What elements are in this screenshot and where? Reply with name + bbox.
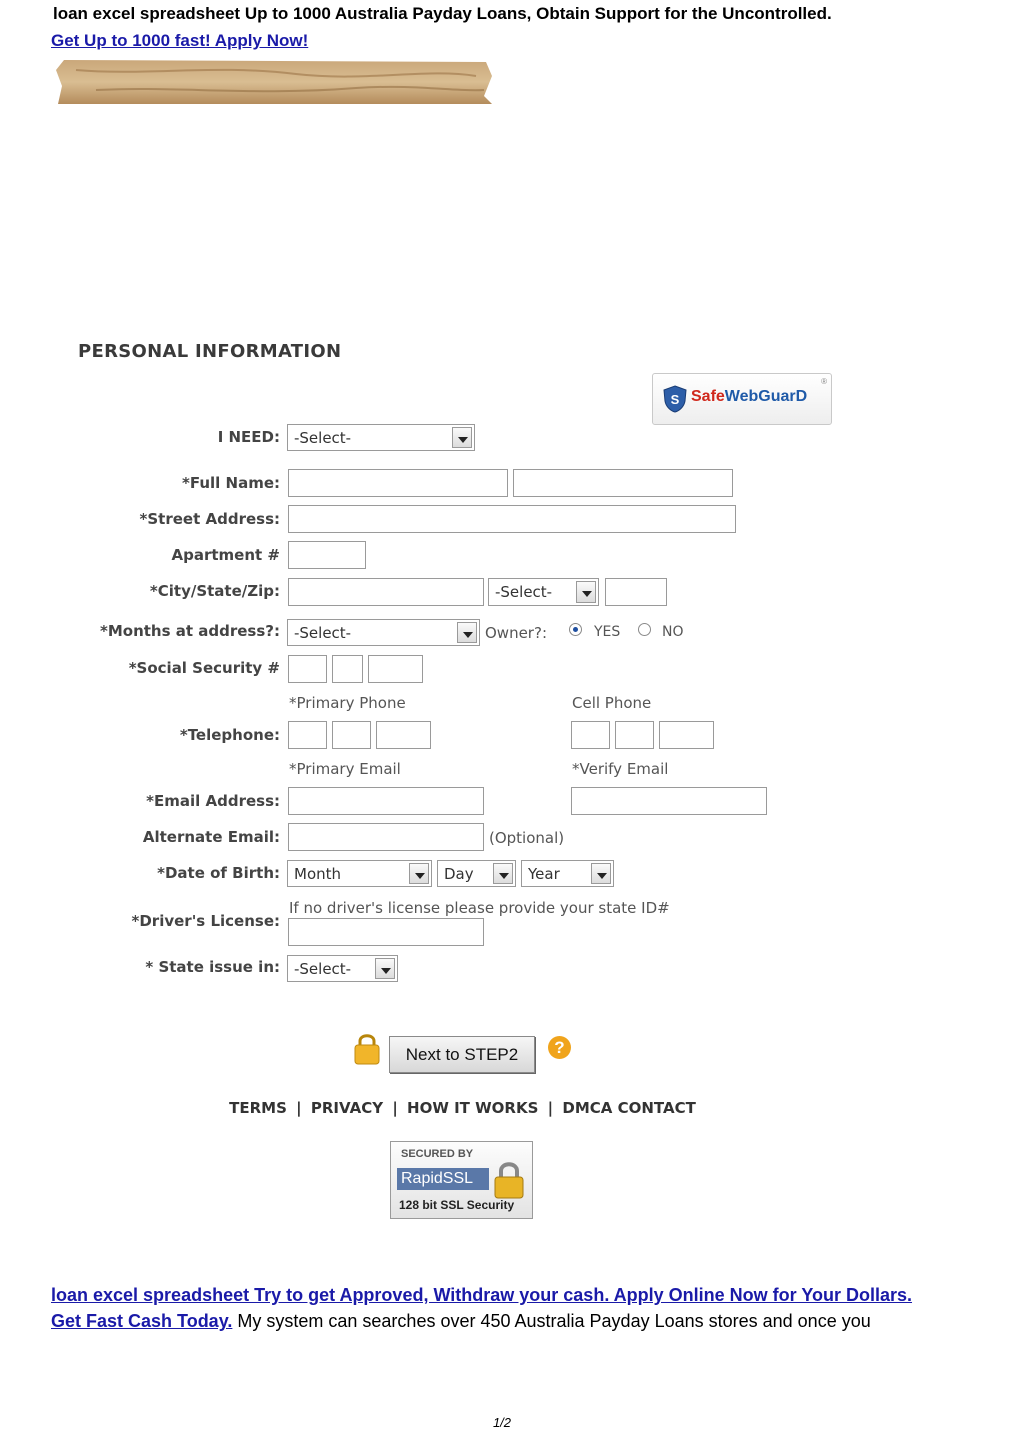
privacy-link[interactable]: PRIVACY <box>310 1099 384 1117</box>
ssn-part1-input[interactable] <box>288 655 327 683</box>
shield-icon <box>663 385 687 413</box>
ssn-label: *Social Security # <box>128 659 280 677</box>
separator: | <box>547 1099 554 1117</box>
street-address-label: *Street Address: <box>139 510 280 528</box>
bottom-text: My system can searches over 450 Australia Payday Loans stores and once you <box>237 1311 871 1331</box>
owner-no-radio[interactable] <box>638 623 651 636</box>
owner-yes-radio[interactable] <box>569 623 582 636</box>
cell-area-input[interactable] <box>571 721 610 749</box>
verify-email-hint: *Verify Email <box>572 760 669 778</box>
drivers-license-input[interactable] <box>288 918 484 946</box>
page-heading: loan excel spreadsheet Up to 1000 Australia Payday Loans, Obtain Support for the Uncontrolled. <box>53 4 832 23</box>
section-title: PERSONAL INFORMATION <box>78 341 342 362</box>
owner-no-label: NO <box>662 624 684 640</box>
badge-name: SafeWebGuarD <box>691 388 808 405</box>
email-input[interactable] <box>288 787 484 815</box>
dob-year-select[interactable]: Year <box>521 860 614 887</box>
verify-email-input[interactable] <box>571 787 767 815</box>
help-icon[interactable]: ? <box>548 1036 571 1059</box>
drivers-license-label: *Driver's License: <box>131 912 280 930</box>
terms-link[interactable]: TERMS <box>229 1099 287 1117</box>
ssn-part2-input[interactable] <box>332 655 363 683</box>
ssn-part3-input[interactable] <box>368 655 423 683</box>
badge-registered-mark: ® <box>821 377 827 386</box>
primary-email-hint: *Primary Email <box>289 760 401 778</box>
alternate-email-input[interactable] <box>288 823 484 851</box>
ssl-secured-by: SECURED BY <box>401 1148 474 1160</box>
svg-text:S: S <box>670 392 680 407</box>
owner-label: Owner?: <box>485 624 547 642</box>
parchment-banner-image <box>56 56 494 104</box>
chevron-down-icon <box>591 863 611 884</box>
fast-cash-link[interactable]: Get Fast Cash Today. <box>51 1311 233 1331</box>
next-step-button[interactable]: Next to STEP2 <box>389 1036 535 1073</box>
cell-phone-hint: Cell Phone <box>572 694 652 712</box>
phone-line-input[interactable] <box>376 721 431 749</box>
optional-hint: (Optional) <box>489 829 565 847</box>
chevron-down-icon <box>493 863 513 884</box>
primary-phone-hint: *Primary Phone <box>289 694 406 712</box>
ssl-brand: RapidSSL <box>397 1168 489 1190</box>
apartment-label: Apartment # <box>171 546 280 564</box>
state-select[interactable]: -Select- <box>488 578 599 606</box>
rapidssl-badge[interactable] <box>390 1141 533 1219</box>
safewebguard-badge[interactable] <box>652 373 832 425</box>
city-input[interactable] <box>288 578 484 606</box>
ssl-security-text: 128 bit SSL Security <box>399 1198 515 1212</box>
state-issue-label: * State issue in: <box>145 958 280 976</box>
months-select[interactable]: -Select- <box>287 619 480 646</box>
city-state-zip-label: *City/State/Zip: <box>149 582 280 600</box>
chevron-down-icon <box>409 863 429 884</box>
dob-day-select[interactable]: Day <box>437 860 516 887</box>
footer-links <box>0 1099 925 1117</box>
cell-line-input[interactable] <box>659 721 714 749</box>
zip-input[interactable] <box>605 578 667 606</box>
need-select[interactable]: -Select- <box>287 424 475 451</box>
lock-icon <box>352 1032 382 1066</box>
padlock-icon <box>492 1160 526 1200</box>
separator: | <box>392 1099 398 1117</box>
bottom-paragraph <box>51 1311 871 1332</box>
first-name-input[interactable] <box>288 469 508 497</box>
street-address-input[interactable] <box>288 505 736 533</box>
approved-link[interactable]: loan excel spreadsheet Try to get Approved, Withdraw your cash. Apply Online Now for Your Dollars. <box>51 1285 913 1305</box>
owner-yes-label: YES <box>594 624 621 640</box>
apartment-input[interactable] <box>288 541 366 569</box>
need-label: I NEED: <box>217 428 280 446</box>
dob-label: *Date of Birth: <box>157 864 280 882</box>
months-at-address-label: *Months at address?: <box>100 622 280 640</box>
full-name-label: *Full Name: <box>181 474 280 492</box>
chevron-down-icon <box>576 581 596 603</box>
alternate-email-label: Alternate Email: <box>142 828 280 846</box>
apply-now-link[interactable]: Get Up to 1000 fast! Apply Now! <box>51 31 309 50</box>
license-hint: If no driver's license please provide your state ID# <box>289 899 670 917</box>
chevron-down-icon <box>457 622 477 643</box>
last-name-input[interactable] <box>513 469 733 497</box>
page-number: 1/2 <box>492 1415 512 1430</box>
email-label: *Email Address: <box>146 792 280 810</box>
chevron-down-icon <box>375 958 395 979</box>
dmca-contact-link[interactable]: DMCA CONTACT <box>562 1099 696 1117</box>
dob-month-select[interactable]: Month <box>287 860 432 887</box>
how-it-works-link[interactable]: HOW IT WORKS <box>407 1099 539 1117</box>
chevron-down-icon <box>452 427 472 448</box>
state-issue-select[interactable]: -Select- <box>287 955 398 982</box>
phone-prefix-input[interactable] <box>332 721 371 749</box>
telephone-label: *Telephone: <box>179 726 280 744</box>
separator: | <box>296 1099 302 1117</box>
cell-prefix-input[interactable] <box>615 721 654 749</box>
phone-area-input[interactable] <box>288 721 327 749</box>
